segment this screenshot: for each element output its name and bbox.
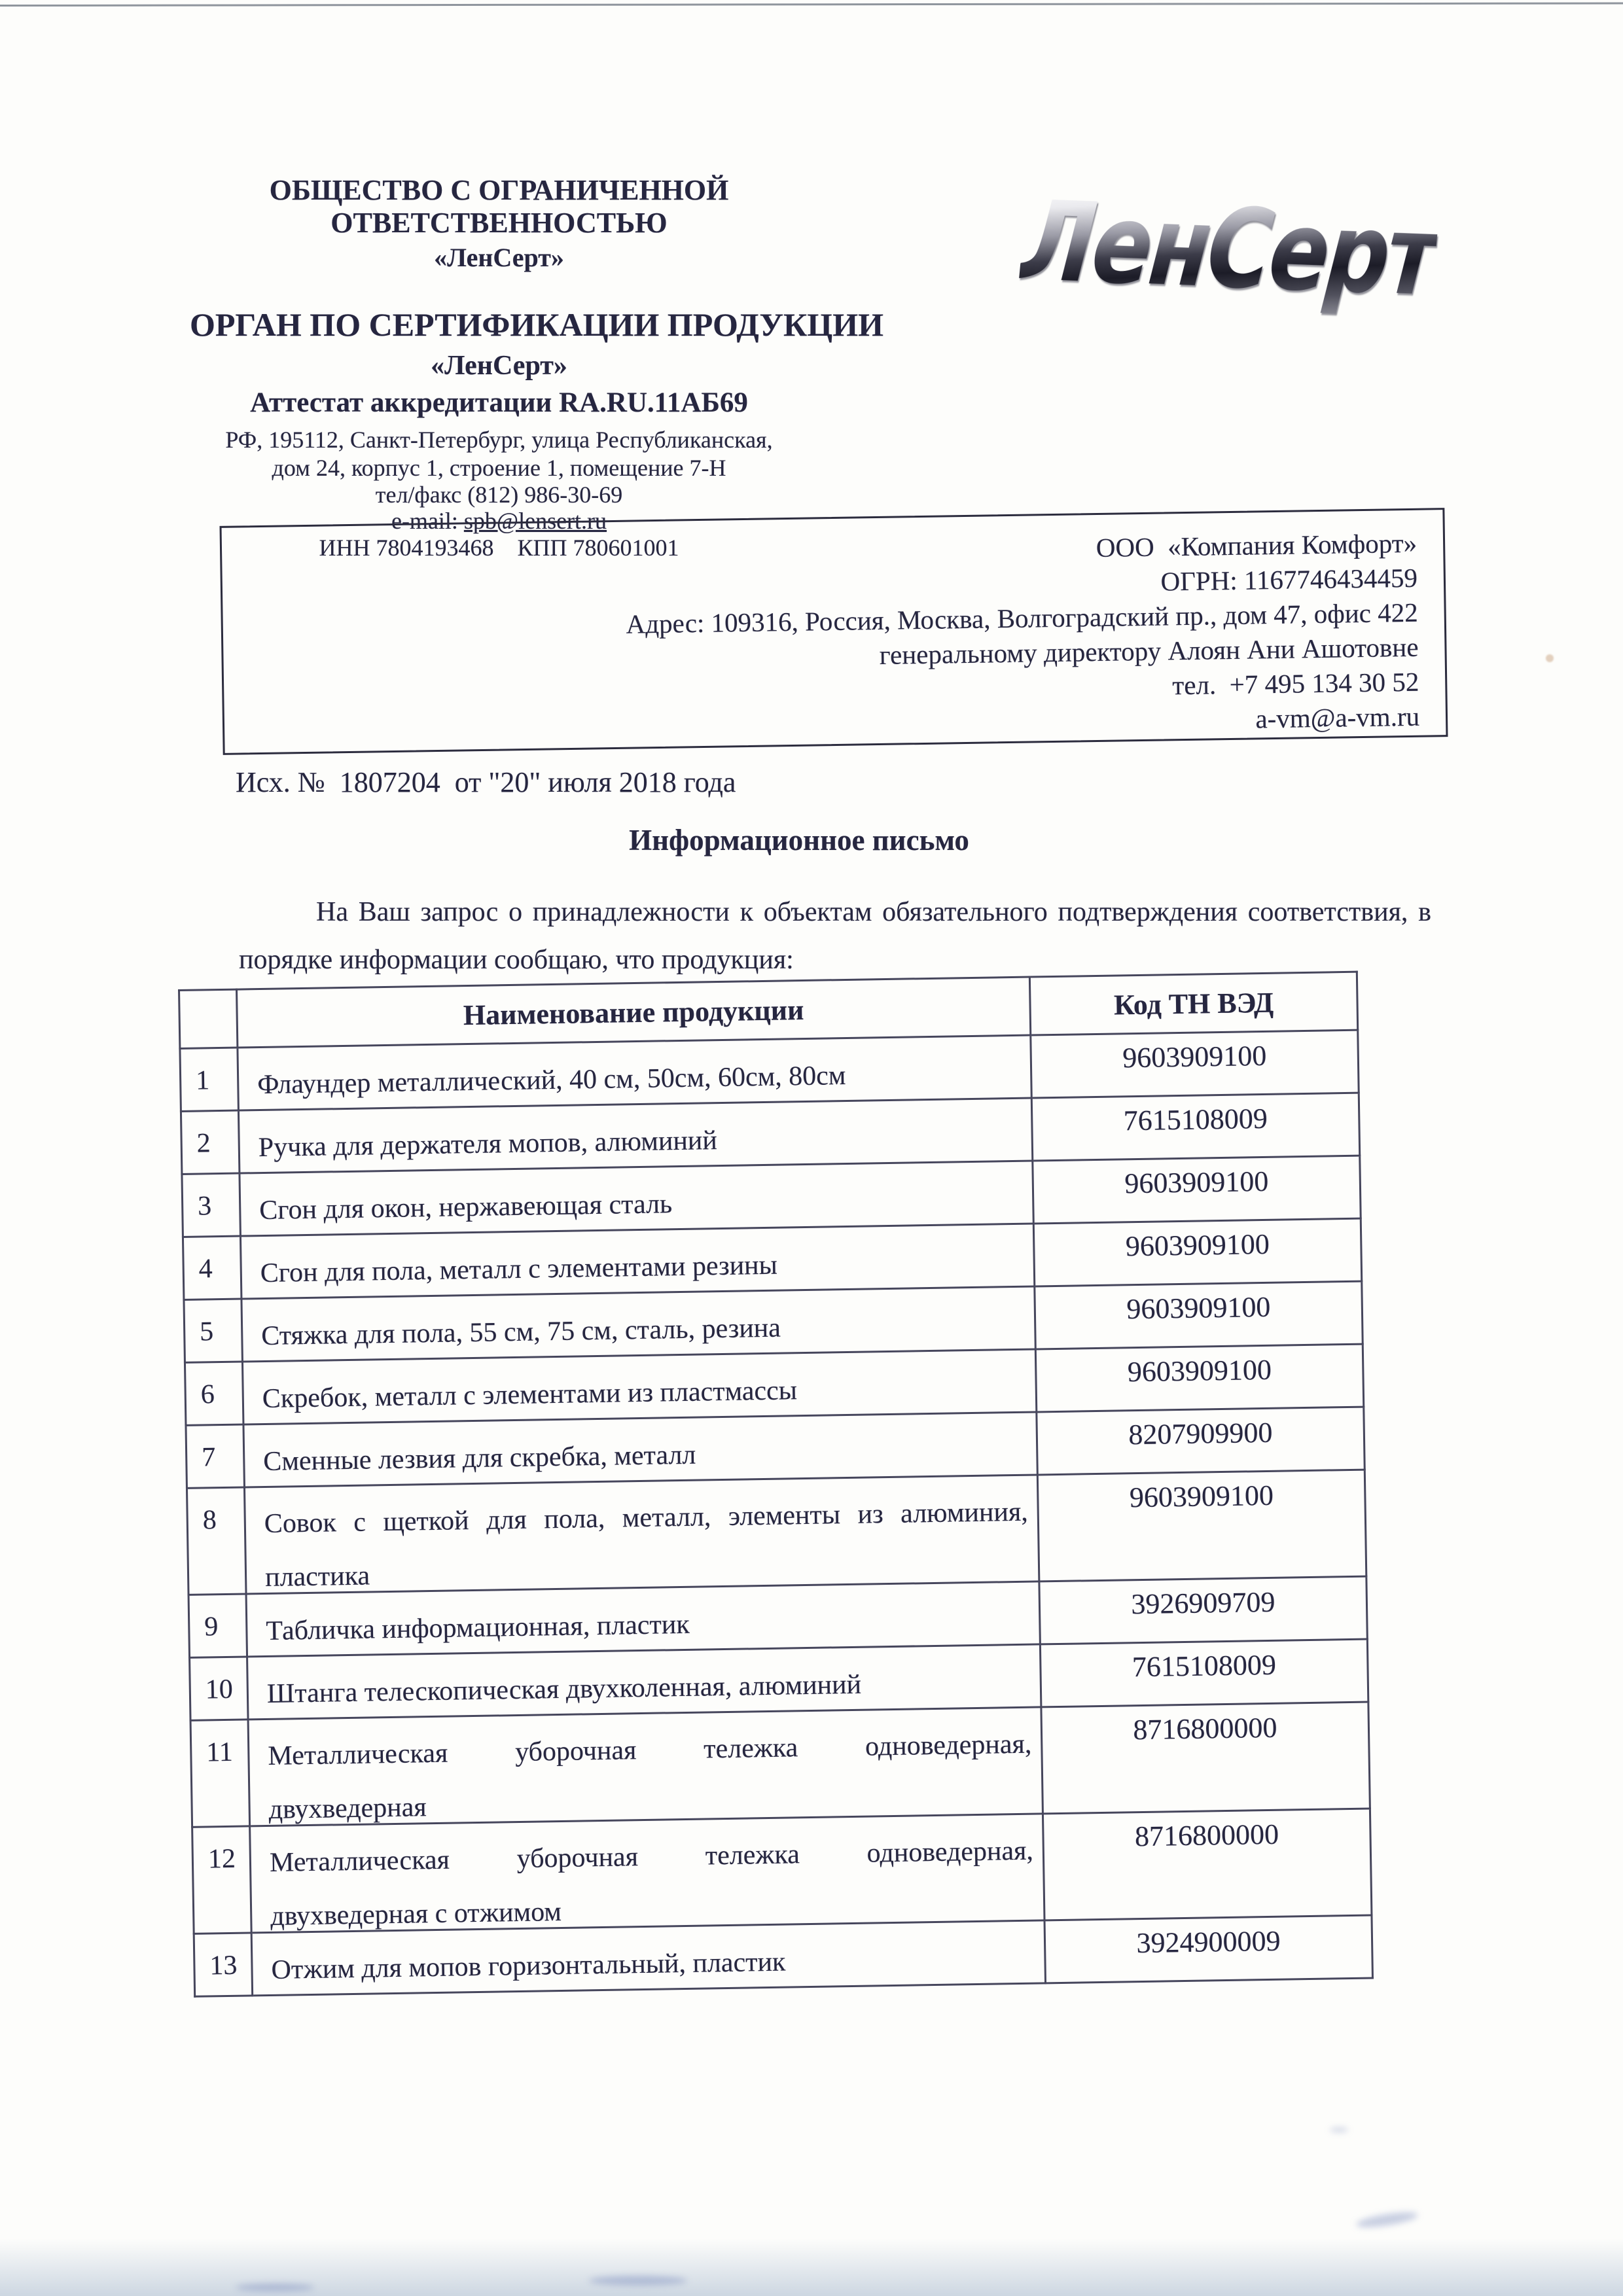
product-name: Флаундер металлический, 40 см, 50см, 60см, 80см (238, 1035, 1031, 1110)
recipient-director: генеральному директору Алоян Ани Ашотовне (879, 631, 1419, 670)
row-number: 13 (194, 1933, 252, 1996)
tnved-code: 7615108009 (1031, 1093, 1359, 1161)
ink-smudge (1330, 2128, 1348, 2132)
recipient-box (220, 508, 1448, 755)
row-number: 12 (192, 1826, 252, 1934)
tnved-code: 9603909100 (1033, 1218, 1361, 1286)
products-table-body (180, 1030, 1373, 1996)
product-name: Стяжка для пола, 55 см, 75 см, сталь, резина (241, 1286, 1035, 1362)
tnved-code: 9603909100 (1033, 1156, 1361, 1224)
product-name: Сгон для окон, нержавеющая сталь (240, 1161, 1033, 1236)
name-column-header: Наименование продукции (237, 977, 1031, 1048)
outgoing-reference-line: Исх. № 1807204 от "20" июля 2018 года (236, 766, 736, 798)
tnved-code: 9603909100 (1037, 1470, 1366, 1581)
lensert-logo: ЛенСерт (1016, 175, 1442, 323)
product-name: Металлическая уборочная тележка одноведерная, двухведерная (248, 1707, 1043, 1826)
number-column-header (179, 989, 238, 1048)
cert-body-title: ОРГАН ПО СЕРТИФИКАЦИИ ПРОДУКЦИИ (190, 306, 883, 343)
recipient-address: Адрес: 109316, Россия, Москва, Волгоградский пр., дом 47, офис 422 (626, 597, 1419, 639)
org-short-name: «ЛенСерт» (434, 243, 564, 272)
recipient-company: ООО «Компания Комфорт» (1096, 527, 1418, 563)
letterhead-email: spb@lensert.ru (463, 508, 607, 534)
accreditation-number: Аттестат аккредитации RA.RU.11АБ69 (250, 387, 748, 418)
row-number: 6 (185, 1362, 243, 1425)
ink-smudge (236, 2284, 314, 2291)
row-number: 8 (187, 1487, 246, 1595)
product-name: Ручка для держателя мопов, алюминий (238, 1098, 1032, 1173)
product-name: Отжим для мопов горизонтальный, пластик (251, 1920, 1045, 1996)
letterhead-phone: тел/факс (812) 986-30-69 (375, 482, 623, 508)
tnved-code: 9603909100 (1035, 1281, 1363, 1349)
row-number: 3 (182, 1173, 240, 1237)
recipient-phone: тел. +7 495 134 30 52 (1171, 666, 1419, 701)
tnved-code: 8207909900 (1037, 1407, 1364, 1475)
recipient-email: a-vm@a-vm.ru (1255, 701, 1420, 734)
row-number: 1 (180, 1048, 238, 1111)
product-name: Сгон для пола, металл с элементами резины (240, 1224, 1034, 1299)
org-name-line2: ОТВЕТСТВЕННОСТЬЮ (330, 207, 668, 239)
product-name: Скребок, металл с элементами из пластмассы (242, 1349, 1036, 1424)
row-number: 2 (181, 1110, 239, 1174)
letterhead (190, 174, 883, 561)
product-name: Табличка информационная, пластик (246, 1581, 1040, 1657)
tnved-code: 9603909100 (1035, 1344, 1363, 1412)
row-number: 4 (183, 1236, 241, 1299)
row-number: 5 (184, 1299, 242, 1362)
row-number: 7 (186, 1424, 244, 1488)
letterhead-address-line1: РФ, 195112, Санкт-Петербург, улица Республиканская, (225, 427, 773, 453)
row-number: 11 (190, 1720, 250, 1827)
body-paragraph: На Ваш запрос о принадлежности к объектам обязательного подтверждения соответствия, в порядке информации сообщаю, что продукция: (239, 897, 1431, 975)
recipient-ogrn: ОГРН: 1167746434459 (1160, 562, 1418, 597)
cert-body-name: «ЛенСерт» (431, 351, 567, 381)
scan-top-line-artifact (0, 3, 1623, 7)
tnved-code: 9603909100 (1031, 1030, 1359, 1098)
tnved-code: 8716800000 (1043, 1809, 1371, 1920)
table-row (192, 1809, 1372, 1934)
letter-title: Информационное письмо (629, 824, 969, 857)
letterhead-address-line2: дом 24, корпус 1, строение 1, помещение 7-Н (272, 455, 726, 481)
table-row (190, 1702, 1370, 1827)
product-name: Сменные лезвия для скребка, металл (243, 1412, 1037, 1487)
inn-kpp: ИНН 7804193468 КПП 780601001 (319, 535, 679, 561)
tnved-code: 3926909709 (1039, 1576, 1367, 1644)
org-name-line1: ОБЩЕСТВО С ОГРАНИЧЕННОЙ (269, 174, 729, 206)
row-number: 9 (188, 1594, 247, 1657)
code-column-header: Код ТН ВЭД (1029, 972, 1357, 1035)
product-name: Совок с щеткой для пола, металл, элементы из алюминия, пластика (244, 1475, 1039, 1594)
ink-smudge (1355, 2210, 1418, 2231)
ink-smudge (589, 2276, 687, 2286)
product-name: Штанга телескопическая двухколенная, алюминий (247, 1644, 1041, 1720)
products-table-wrap (178, 971, 1374, 1998)
tnved-code: 7615108009 (1040, 1639, 1368, 1707)
tnved-code: 3924900009 (1044, 1915, 1372, 1983)
products-table (178, 971, 1374, 1998)
table-row (187, 1470, 1366, 1595)
tnved-code: 8716800000 (1041, 1702, 1370, 1814)
email-label: e-mail: (391, 508, 464, 534)
row-number: 10 (190, 1657, 248, 1720)
product-name: Металлическая уборочная тележка одноведерная, двухведерная с отжимом (250, 1814, 1044, 1933)
paper-speck (1546, 654, 1554, 662)
